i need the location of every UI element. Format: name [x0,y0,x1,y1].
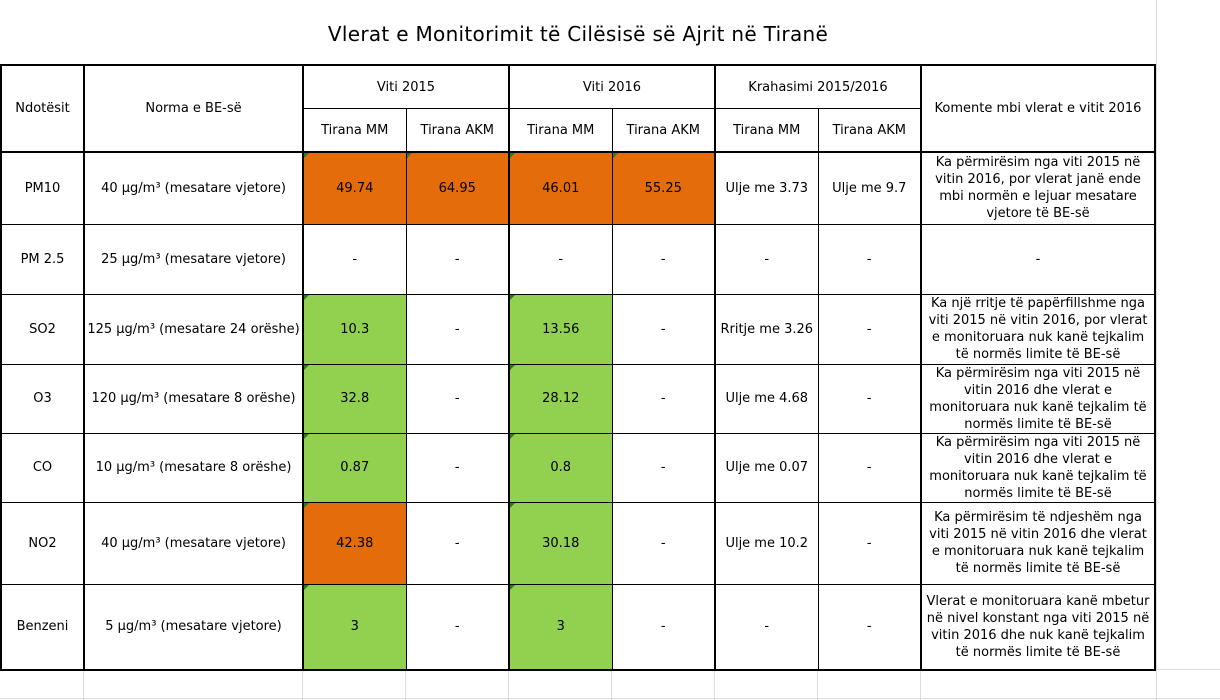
comparison-cell: Ulje me 3.73 [715,152,818,224]
value-cell: - [612,364,715,433]
header-pollutant: Ndotësit [1,65,84,152]
value-cell: 0.87 [303,433,406,502]
header-comments: Komente mbi vlerat e vitit 2016 [921,65,1155,152]
value-cell: 28.12 [509,364,612,433]
value-cell: - [612,294,715,364]
value-cell: - [612,502,715,584]
comment-cell: Ka përmirësim nga viti 2015 në vitin 2016, por vlerat janë ende mbi normën e lejuar mesatare vjetore të BE-së [921,152,1155,224]
subheader-compare-mm: Tirana MM [715,109,818,153]
value-cell: 55.25 [612,152,715,224]
comparison-cell: - [818,433,921,502]
comment-cell: Ka një rritje të papërfillshme nga viti 2015 në vitin 2016, por vlerat e monitoruara nuk kanë tejkalim të normës limite të BE-së [921,294,1155,364]
table-row [1,502,1155,584]
value-cell: - [406,224,509,294]
subheader-2015-akm: Tirana AKM [406,109,509,153]
air-quality-table [0,64,1156,671]
subheader-compare-akm: Tirana AKM [818,109,921,153]
comparison-cell: Ulje me 4.68 [715,364,818,433]
table-row [1,433,1155,502]
value-cell: - [406,584,509,670]
comment-cell: Ka përmirësim nga viti 2015 në vitin 2016 dhe vlerat e monitoruara nuk kanë tejkalim të normës limite të BE-së [921,433,1155,502]
value-cell: - [612,584,715,670]
value-cell: - [406,294,509,364]
value-cell: 49.74 [303,152,406,224]
comment-cell: Ka përmirësim nga viti 2015 në vitin 2016 dhe vlerat e monitoruara nuk kanë tejkalim të normës limite të BE-së [921,364,1155,433]
comparison-cell: - [715,224,818,294]
value-cell: 10.3 [303,294,406,364]
norm-cell: 40 µg/m³ (mesatare vjetore) [84,152,303,224]
header-norm: Norma e BE-së [84,65,303,152]
value-cell: - [612,433,715,502]
header-year-2016: Viti 2016 [509,65,715,109]
comment-cell: - [921,224,1155,294]
value-cell: - [509,224,612,294]
value-cell: 46.01 [509,152,612,224]
comparison-cell: Ulje me 9.7 [818,152,921,224]
subheader-2016-akm: Tirana AKM [612,109,715,153]
pollutant-cell: NO2 [1,502,84,584]
value-cell: - [612,224,715,294]
value-cell: 32.8 [303,364,406,433]
table-row [1,224,1155,294]
value-cell: - [406,364,509,433]
pollutant-cell: O3 [1,364,84,433]
value-cell: - [406,433,509,502]
norm-cell: 25 µg/m³ (mesatare vjetore) [84,224,303,294]
pollutant-cell: CO [1,433,84,502]
comparison-cell: Rritje me 3.26 [715,294,818,364]
value-cell: 3 [509,584,612,670]
table-row [1,364,1155,433]
norm-cell: 120 µg/m³ (mesatare 8 orëshe) [84,364,303,433]
comparison-cell: - [818,502,921,584]
comparison-cell: - [818,584,921,670]
table-row [1,152,1155,224]
value-cell: 42.38 [303,502,406,584]
comparison-cell: - [715,584,818,670]
pollutant-cell: Benzeni [1,584,84,670]
page-title: Vlerat e Monitorimit të Cilësisë së Ajrit në Tiranë [0,0,1156,64]
value-cell: 3 [303,584,406,670]
value-cell: 30.18 [509,502,612,584]
value-cell: 0.8 [509,433,612,502]
comparison-cell: - [818,294,921,364]
pollutant-cell: PM 2.5 [1,224,84,294]
comparison-cell: - [818,224,921,294]
pollutant-cell: SO2 [1,294,84,364]
norm-cell: 40 µg/m³ (mesatare vjetore) [84,502,303,584]
norm-cell: 5 µg/m³ (mesatare vjetore) [84,584,303,670]
comparison-cell: Ulje me 0.07 [715,433,818,502]
header-year-2015: Viti 2015 [303,65,509,109]
comparison-cell: - [818,364,921,433]
table-row [1,294,1155,364]
comment-cell: Ka përmirësim të ndjeshëm nga viti 2015 në vitin 2016 dhe vlerat e monitoruara nuk kanë tejkalim të normës limite të BE-së [921,502,1155,584]
value-cell: - [303,224,406,294]
norm-cell: 125 µg/m³ (mesatare 24 orëshe) [84,294,303,364]
subheader-2015-mm: Tirana MM [303,109,406,153]
value-cell: - [406,502,509,584]
table-row [1,584,1155,670]
pollutant-cell: PM10 [1,152,84,224]
subheader-2016-mm: Tirana MM [509,109,612,153]
comparison-cell: Ulje me 10.2 [715,502,818,584]
comment-cell: Vlerat e monitoruara kanë mbetur në nivel konstant nga viti 2015 në vitin 2016 dhe nuk kanë tejkalim të normës limite të BE-së [921,584,1155,670]
header-comparison: Krahasimi 2015/2016 [715,65,921,109]
value-cell: 13.56 [509,294,612,364]
value-cell: 64.95 [406,152,509,224]
norm-cell: 10 µg/m³ (mesatare 8 orëshe) [84,433,303,502]
